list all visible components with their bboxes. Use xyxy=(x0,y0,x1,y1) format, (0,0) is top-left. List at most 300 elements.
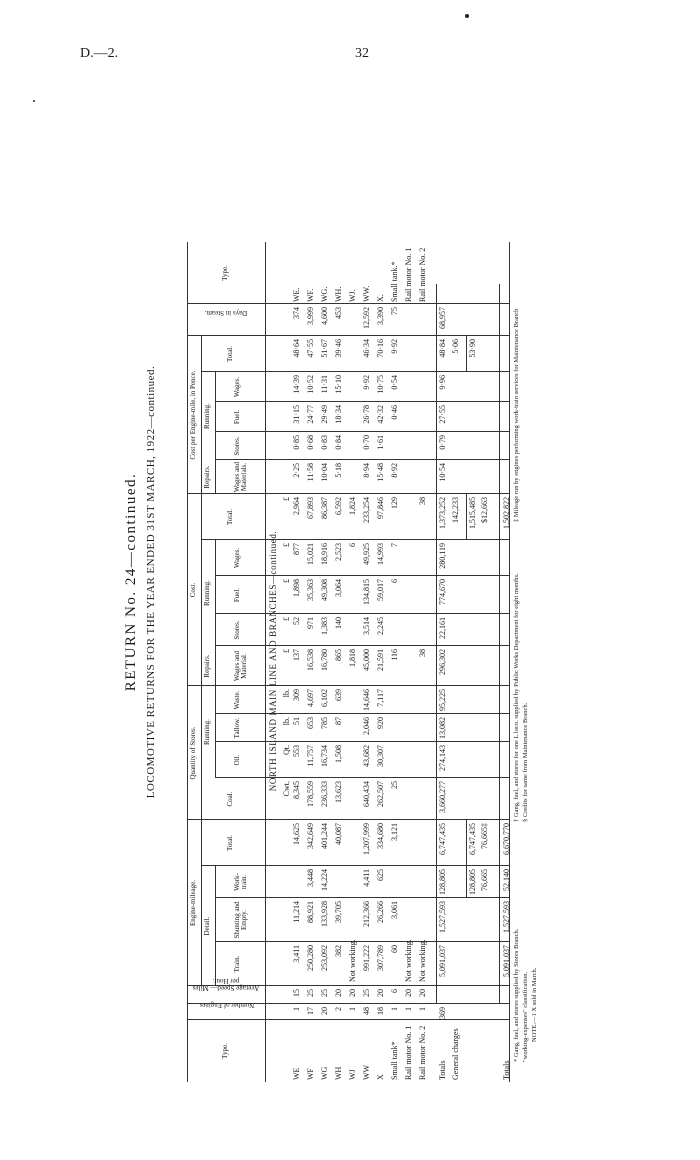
table-cell: 46·34 xyxy=(362,339,371,358)
table-cell: 15,021 xyxy=(306,543,315,565)
waste-column-header: Waste. xyxy=(232,690,241,710)
totals-cell: 0·79 xyxy=(438,435,447,450)
engine-mileage-rule xyxy=(201,820,202,986)
table-cell: 11·58 xyxy=(306,463,315,482)
totals-cell: 9·96 xyxy=(438,375,447,390)
footnote: * Gang, fuel, and stores supplied by Stores Branch. xyxy=(513,928,520,1062)
table-cell: 60 xyxy=(390,945,399,953)
wm-unit: £ xyxy=(282,649,291,653)
table-cell: 49,308 xyxy=(320,579,329,601)
totals-cell: 1,373,252 xyxy=(438,497,447,529)
table-cell: Rail motor No. 1 xyxy=(404,247,413,302)
p-fu-column-header: Fuel. xyxy=(232,409,241,425)
table-cell: 920 xyxy=(376,717,385,729)
table-cell: 38 xyxy=(418,649,427,657)
table-cell: 6,102 xyxy=(320,689,329,707)
cost-rule xyxy=(201,494,202,686)
footnote: "working-expenses" classification. xyxy=(522,971,529,1062)
engine-mileage-header: Engine-mileage. xyxy=(189,879,197,927)
table-cell: X. xyxy=(376,294,385,302)
totals-cell: 274,143 xyxy=(438,745,447,771)
table-cell: 382 xyxy=(334,945,343,957)
table-cell: 2,046 xyxy=(362,717,371,735)
table-cell: WG. xyxy=(320,286,329,302)
table-cell: 14,646 xyxy=(362,689,371,711)
column-rule xyxy=(215,897,509,898)
table-cell: 137 xyxy=(292,649,301,661)
table-cell: 785 xyxy=(320,717,329,729)
table-cell: 3,411 xyxy=(292,945,301,963)
table-cell: 59,017 xyxy=(376,579,385,601)
table-cell: 0·84 xyxy=(334,435,343,450)
column-rule xyxy=(187,335,509,336)
credit-cell: 76,665 xyxy=(480,869,489,891)
table-cell: 262,507 xyxy=(376,781,385,807)
table-cell: 309 xyxy=(292,689,301,701)
table-cell: 40,087 xyxy=(334,823,343,845)
column-rule xyxy=(187,493,509,494)
table-cell: 1·61 xyxy=(376,435,385,450)
table-cell: 334,680 xyxy=(376,823,385,849)
p-wa-column-header: Wages. xyxy=(232,376,241,398)
p-wm-column-header: Wages and Materials. xyxy=(232,461,248,493)
table-cell: 3,064 xyxy=(334,579,343,597)
final-totals-cell: 52,140 xyxy=(502,869,511,891)
column-rule xyxy=(201,371,509,372)
table-cell: 26·78 xyxy=(362,405,371,424)
row-type-label: WE xyxy=(292,1067,301,1080)
rotated-table-page xyxy=(123,82,568,1082)
table-cell: 14,625 xyxy=(292,823,301,845)
return-subtitle: LOCOMOTIVE RETURNS FOR THE YEAR ENDED 31ST MARCH, 1922—continued. xyxy=(145,365,157,799)
cost-running-header: Running. xyxy=(203,580,211,606)
table-cell: 3,514 xyxy=(362,617,371,635)
table-cell: 15·48 xyxy=(376,463,385,482)
table-cell: Rail motor No. 2 xyxy=(418,247,427,302)
table-cell: 1 xyxy=(348,1007,357,1011)
train-column-header: Train. xyxy=(232,955,241,973)
table-cell: 1 xyxy=(418,1007,427,1011)
general-charges-pence: 5·06 xyxy=(451,339,460,354)
totals-cell: 774,670 xyxy=(438,579,447,605)
row-type-label: X xyxy=(376,1074,385,1080)
totals-cell: 128,805 xyxy=(438,869,447,895)
cpm-running-header: Running. xyxy=(203,403,211,429)
table-cell: 7,117 xyxy=(376,689,385,707)
table-cell: 2,523 xyxy=(334,543,343,561)
table-cell: 43,682 xyxy=(362,745,371,767)
table-cell: 1,818 xyxy=(348,649,357,667)
footnote: ‡ Mileage run by engines performing work-train services for Maintenance Branch xyxy=(513,308,520,522)
header-bottom-rule xyxy=(265,242,266,1082)
fuel-unit: £ xyxy=(282,579,291,583)
cpm-repairs-header: Repairs. xyxy=(203,465,211,489)
table-cell: 4,697 xyxy=(306,689,315,707)
oil-unit: Qt. xyxy=(282,745,291,755)
table-cell: 1,898 xyxy=(292,579,301,597)
footnote: § Credits for same from Maintenance Branch. xyxy=(522,702,529,822)
table-cell: 250,280 xyxy=(306,945,315,971)
table-cell: 0·83 xyxy=(320,435,329,450)
p-to-column-header: Total. xyxy=(225,345,234,363)
table-cell: 0·54 xyxy=(390,375,399,390)
table-cell: 991,222 xyxy=(362,945,371,971)
row-type-label: WG xyxy=(320,1066,329,1080)
table-cell: 1 xyxy=(292,1007,301,1011)
table-cell: 640,434 xyxy=(362,781,371,807)
table-cell: 38 xyxy=(418,497,427,505)
footnote: NOTE.—1 X sold in March. xyxy=(531,967,538,1042)
table-cell: 865 xyxy=(334,649,343,661)
tallow-column-header: Tallow. xyxy=(232,717,241,739)
table-cell: 6 xyxy=(348,543,357,547)
table-cell: 4,411 xyxy=(362,869,371,887)
column-rule xyxy=(187,1019,509,1020)
totals-cell: 10·54 xyxy=(438,463,447,482)
table-cell: 6,592 xyxy=(334,497,343,515)
row-type-label: WH xyxy=(334,1066,343,1080)
subtotal-cell: 53·90 xyxy=(468,339,477,358)
column-rule xyxy=(187,685,509,686)
type-column-header: Type. xyxy=(221,1043,229,1059)
table-cell: 140 xyxy=(334,617,343,629)
table-cell: 134,815 xyxy=(362,579,371,605)
credit-cell: 76,665‡ xyxy=(480,823,489,849)
table-cell: 52 xyxy=(292,617,301,625)
table-cell: 14·39 xyxy=(292,375,301,394)
table-cell: 116 xyxy=(390,649,399,661)
totals-cell: 3,660,277 xyxy=(438,781,447,813)
tcost-unit: £ xyxy=(282,497,291,501)
column-rule xyxy=(187,985,509,986)
totals-cell: 95,225 xyxy=(438,689,447,711)
row-type-label: Small tank* xyxy=(390,1041,399,1080)
table-cell: 18·34 xyxy=(334,405,343,424)
table-cell: 47·55 xyxy=(306,339,315,358)
table-cell: 3,999 xyxy=(306,307,315,325)
table-cell: 24·77 xyxy=(306,405,315,424)
cpm-running-rule xyxy=(215,372,216,460)
type-right-column-header: Type. xyxy=(221,265,229,281)
totals-cell: 369 xyxy=(438,1007,447,1019)
table-cell: 21,591 xyxy=(376,649,385,671)
table-cell: 20 xyxy=(334,989,343,997)
table-cell: 178,559 xyxy=(306,781,315,807)
table-cell: 14,993 xyxy=(376,543,385,565)
tcost-column-header: Total. xyxy=(225,508,234,526)
totals-cell: 48·84 xyxy=(438,339,447,358)
table-cell: 10·04 xyxy=(320,463,329,482)
table-cell: 15 xyxy=(292,989,301,997)
column-rule xyxy=(215,713,509,714)
table-cell: 10·75 xyxy=(376,375,385,394)
table-cell: 31·15 xyxy=(292,405,301,424)
table-cell: 20 xyxy=(320,1007,329,1015)
totals-rule xyxy=(436,284,437,1004)
waste-unit: lb. xyxy=(282,689,291,698)
table-cell: 20 xyxy=(418,989,427,997)
subtotal-rule xyxy=(466,336,467,372)
page-code: D.—2. xyxy=(80,46,119,61)
table-cell: 625 xyxy=(376,869,385,881)
column-rule xyxy=(187,303,509,304)
totals-cell: 22,161 xyxy=(438,617,447,639)
table-cell: 42·32 xyxy=(376,405,385,424)
column-rule xyxy=(215,645,509,646)
column-rule xyxy=(215,401,509,402)
table-cell: 11,757 xyxy=(306,745,315,767)
table-cell: 2,964 xyxy=(292,497,301,515)
quantity-of-stores-header: Quantity of Stores. xyxy=(189,726,197,780)
table-cell: 20 xyxy=(376,989,385,997)
table-cell: 0·46 xyxy=(390,405,399,420)
table-cell: 233,254 xyxy=(362,497,371,523)
table-cell: 1 xyxy=(404,1007,413,1011)
total-column-header: Total. xyxy=(225,834,234,852)
detail-header: Detail. xyxy=(203,916,211,936)
final-totals-cell: 1,527,593 xyxy=(502,901,511,933)
table-cell: 8·94 xyxy=(362,463,371,478)
ink-speck xyxy=(465,14,469,18)
totals-cell: 6,747,435 xyxy=(438,823,447,855)
table-cell: 87 xyxy=(334,717,343,725)
table-cell: 553 xyxy=(292,745,301,757)
table-cell: 129 xyxy=(390,497,399,509)
table-cell: 70·16 xyxy=(376,339,385,358)
table-cell: 5·18 xyxy=(334,463,343,478)
locomotive-returns-table xyxy=(187,82,538,1082)
table-cell: 45,000 xyxy=(362,649,371,671)
table-cell: 307,789 xyxy=(376,945,385,971)
table-cell: 48·64 xyxy=(292,339,301,358)
table-cell: 374 xyxy=(292,307,301,319)
section-title: NORTH ISLAND MAIN LINE AND BRANCHES—continued. xyxy=(268,530,278,792)
final-totals-rule xyxy=(499,284,500,1004)
cpm-rule xyxy=(201,336,202,494)
final-totals-cell: 5,091,037 xyxy=(502,945,511,977)
subtotal-cell: 128,805 xyxy=(468,869,477,895)
table-cell: WH. xyxy=(334,286,343,302)
table-cell: 6 xyxy=(390,989,399,993)
table-cell: 1,508 xyxy=(334,745,343,763)
table-cell: WJ. xyxy=(348,289,357,302)
column-rule xyxy=(215,613,509,614)
table-cell: 253,092 xyxy=(320,945,329,971)
subtotal-cell: 6,747,435 xyxy=(468,823,477,855)
stores-unit: £ xyxy=(282,617,291,621)
row-type-label: WW xyxy=(362,1064,371,1080)
fuel-column-header: Fuel. xyxy=(232,587,241,603)
table-cell: 653 xyxy=(306,717,315,729)
table-cell: 8·92 xyxy=(390,463,399,478)
table-cell: 15·10 xyxy=(334,375,343,394)
column-rule xyxy=(215,777,509,778)
totals-cell: 280,119 xyxy=(438,543,447,569)
table-cell: Small tank.* xyxy=(390,261,399,302)
table-cell: 2·25 xyxy=(292,463,301,478)
table-cell: 9·92 xyxy=(362,375,371,390)
table-cell: 0·70 xyxy=(362,435,371,450)
table-cell: 3,061 xyxy=(390,901,399,919)
days-in-steam-header: Days in Steam. xyxy=(204,309,248,317)
table-cell: Not working. xyxy=(348,939,357,982)
p-st-column-header: Stores. xyxy=(232,436,241,456)
column-rule xyxy=(187,1003,509,1004)
table-cell: 25 xyxy=(306,989,315,997)
column-rule xyxy=(201,865,509,866)
coal-unit: Cwt. xyxy=(282,781,291,797)
table-cell: 4,600 xyxy=(320,307,329,325)
table-cell: 1,383 xyxy=(320,617,329,635)
wm-column-header: Wages and Material. xyxy=(232,650,248,682)
stores-column-header: Stores. xyxy=(232,620,241,640)
oil-column-header: Oil. xyxy=(232,754,241,766)
table-cell: 16,734 xyxy=(320,745,329,767)
table-cell: 133,928 xyxy=(320,901,329,927)
row-type-label: Rail motor No. 1 xyxy=(404,1025,413,1080)
stores-running-rule xyxy=(215,686,216,778)
table-cell: 1,207,999 xyxy=(362,823,371,855)
table-cell: 0·85 xyxy=(292,435,301,450)
totals-cell: 5,091,037 xyxy=(438,945,447,977)
table-cell: 212,366 xyxy=(362,901,371,927)
totals-cell: 13,082 xyxy=(438,717,447,739)
totals-cell: 27·55 xyxy=(438,405,447,424)
table-cell: 7 xyxy=(390,543,399,547)
row-type-label: Rail motor No. 2 xyxy=(418,1025,427,1080)
shunt-column-header: Shunting and Empty. xyxy=(232,901,248,939)
cost-running-rule xyxy=(215,540,216,646)
table-cell: 2 xyxy=(334,1007,343,1011)
column-rule xyxy=(215,459,509,460)
table-cell: 25 xyxy=(362,989,371,997)
table-cell: 8,345 xyxy=(292,781,301,799)
detail-rule xyxy=(215,866,216,986)
table-cell: 12,592 xyxy=(362,307,371,329)
wages-column-header: Wages. xyxy=(232,547,241,569)
table-cell: 401,244 xyxy=(320,823,329,849)
table-cell: Not working. xyxy=(404,939,413,982)
table-cell: 39·46 xyxy=(334,339,343,358)
table-cell: 51 xyxy=(292,717,301,725)
table-cell: 3,448 xyxy=(306,869,315,887)
table-cell: 97,846 xyxy=(376,497,385,519)
table-cell: 11,214 xyxy=(292,901,301,923)
table-cell: 3,390 xyxy=(376,307,385,325)
table-cell: 14,224 xyxy=(320,869,329,891)
table-cell: 453 xyxy=(334,307,343,319)
table-cell: 18,916 xyxy=(320,543,329,565)
coal-column-header: Coal. xyxy=(225,791,234,807)
number-of-engines-header: Number of Engines. xyxy=(197,1001,255,1009)
table-cell: 75 xyxy=(390,307,399,315)
page-number: 32 xyxy=(355,46,369,61)
table-cell: 35,363 xyxy=(306,579,315,601)
cost-repairs-header: Repairs. xyxy=(203,654,211,678)
table-cell: 639 xyxy=(334,689,343,701)
table-cell: 16,780 xyxy=(320,649,329,671)
cost-per-mile-header: Cost per Engine-mile, in Pence. xyxy=(189,370,197,460)
table-cell: 20 xyxy=(404,989,413,997)
table-cell: 51·67 xyxy=(320,339,329,358)
ink-speck xyxy=(33,100,35,102)
subtotal-cell: 1,515,485 xyxy=(468,497,477,529)
average-speed-header: Average Speed— Miles per Hour. xyxy=(192,977,260,992)
totals-cell: 1,527,593 xyxy=(438,901,447,933)
table-bottom-rule xyxy=(509,242,510,1082)
table-cell: 29·49 xyxy=(320,405,329,424)
totals-cell: 296,302 xyxy=(438,649,447,675)
column-rule xyxy=(215,741,509,742)
final-totals-cell: 6,670,770 xyxy=(502,823,511,855)
table-top-rule xyxy=(187,242,188,1082)
table-cell: 6 xyxy=(390,579,399,583)
table-cell: 9·92 xyxy=(390,339,399,354)
table-cell: 17 xyxy=(306,1007,315,1015)
table-cell: 88,921 xyxy=(306,901,315,923)
general-charges-label: General charges xyxy=(451,1028,460,1080)
table-cell: 1,824 xyxy=(348,497,357,515)
row-type-label: WJ xyxy=(348,1069,357,1080)
table-cell: 877 xyxy=(292,543,301,555)
table-cell: 25 xyxy=(390,781,399,789)
tallow-unit: lb. xyxy=(282,717,291,726)
table-cell: 0·68 xyxy=(306,435,315,450)
return-title: RETURN No. 24—continued. xyxy=(123,472,139,692)
wages-unit: £ xyxy=(282,543,291,547)
work-column-header: Work-train. xyxy=(232,873,248,891)
totals-label: Totals xyxy=(438,1060,447,1080)
general-charges-cost: 142,233 xyxy=(451,497,460,523)
table-cell: 1 xyxy=(390,1007,399,1011)
table-cell: 16,538 xyxy=(306,649,315,671)
column-rule xyxy=(187,819,509,820)
table-cell: 2,245 xyxy=(376,617,385,635)
subtotal-rule xyxy=(466,820,467,898)
totals-cell: 68,957 xyxy=(438,307,447,329)
table-cell: WE. xyxy=(292,287,301,302)
table-cell: 11·31 xyxy=(320,375,329,394)
table-cell: 10·52 xyxy=(306,375,315,394)
table-cell: 971 xyxy=(306,617,315,629)
column-rule xyxy=(215,941,509,942)
final-totals-cell: 1,502,822 xyxy=(502,497,511,529)
table-cell: 48 xyxy=(362,1007,371,1015)
table-cell: 25 xyxy=(320,989,329,997)
table-cell: 49,925 xyxy=(362,543,371,565)
table-cell: 86,387 xyxy=(320,497,329,519)
table-cell: 39,705 xyxy=(334,901,343,923)
table-cell: 26,266 xyxy=(376,901,385,923)
stores-running-header: Running. xyxy=(203,719,211,745)
table-cell: 20 xyxy=(348,989,357,997)
table-cell: 236,333 xyxy=(320,781,329,807)
final-totals-label: Totals xyxy=(502,1060,511,1080)
table-cell: 67,893 xyxy=(306,497,315,519)
table-cell: 342,649 xyxy=(306,823,315,849)
row-type-label: WF xyxy=(306,1068,315,1080)
table-cell: WW. xyxy=(362,285,371,302)
column-rule xyxy=(215,431,509,432)
table-cell: 18 xyxy=(376,1007,385,1015)
table-cell: 30,307 xyxy=(376,745,385,767)
column-rule xyxy=(215,575,509,576)
cost-header: Cost. xyxy=(189,582,197,598)
credit-cell: $12,663 xyxy=(480,497,489,523)
stores-rule xyxy=(201,686,202,820)
table-cell: Not working. xyxy=(418,939,427,982)
cpm-repairs-rule xyxy=(215,460,216,494)
